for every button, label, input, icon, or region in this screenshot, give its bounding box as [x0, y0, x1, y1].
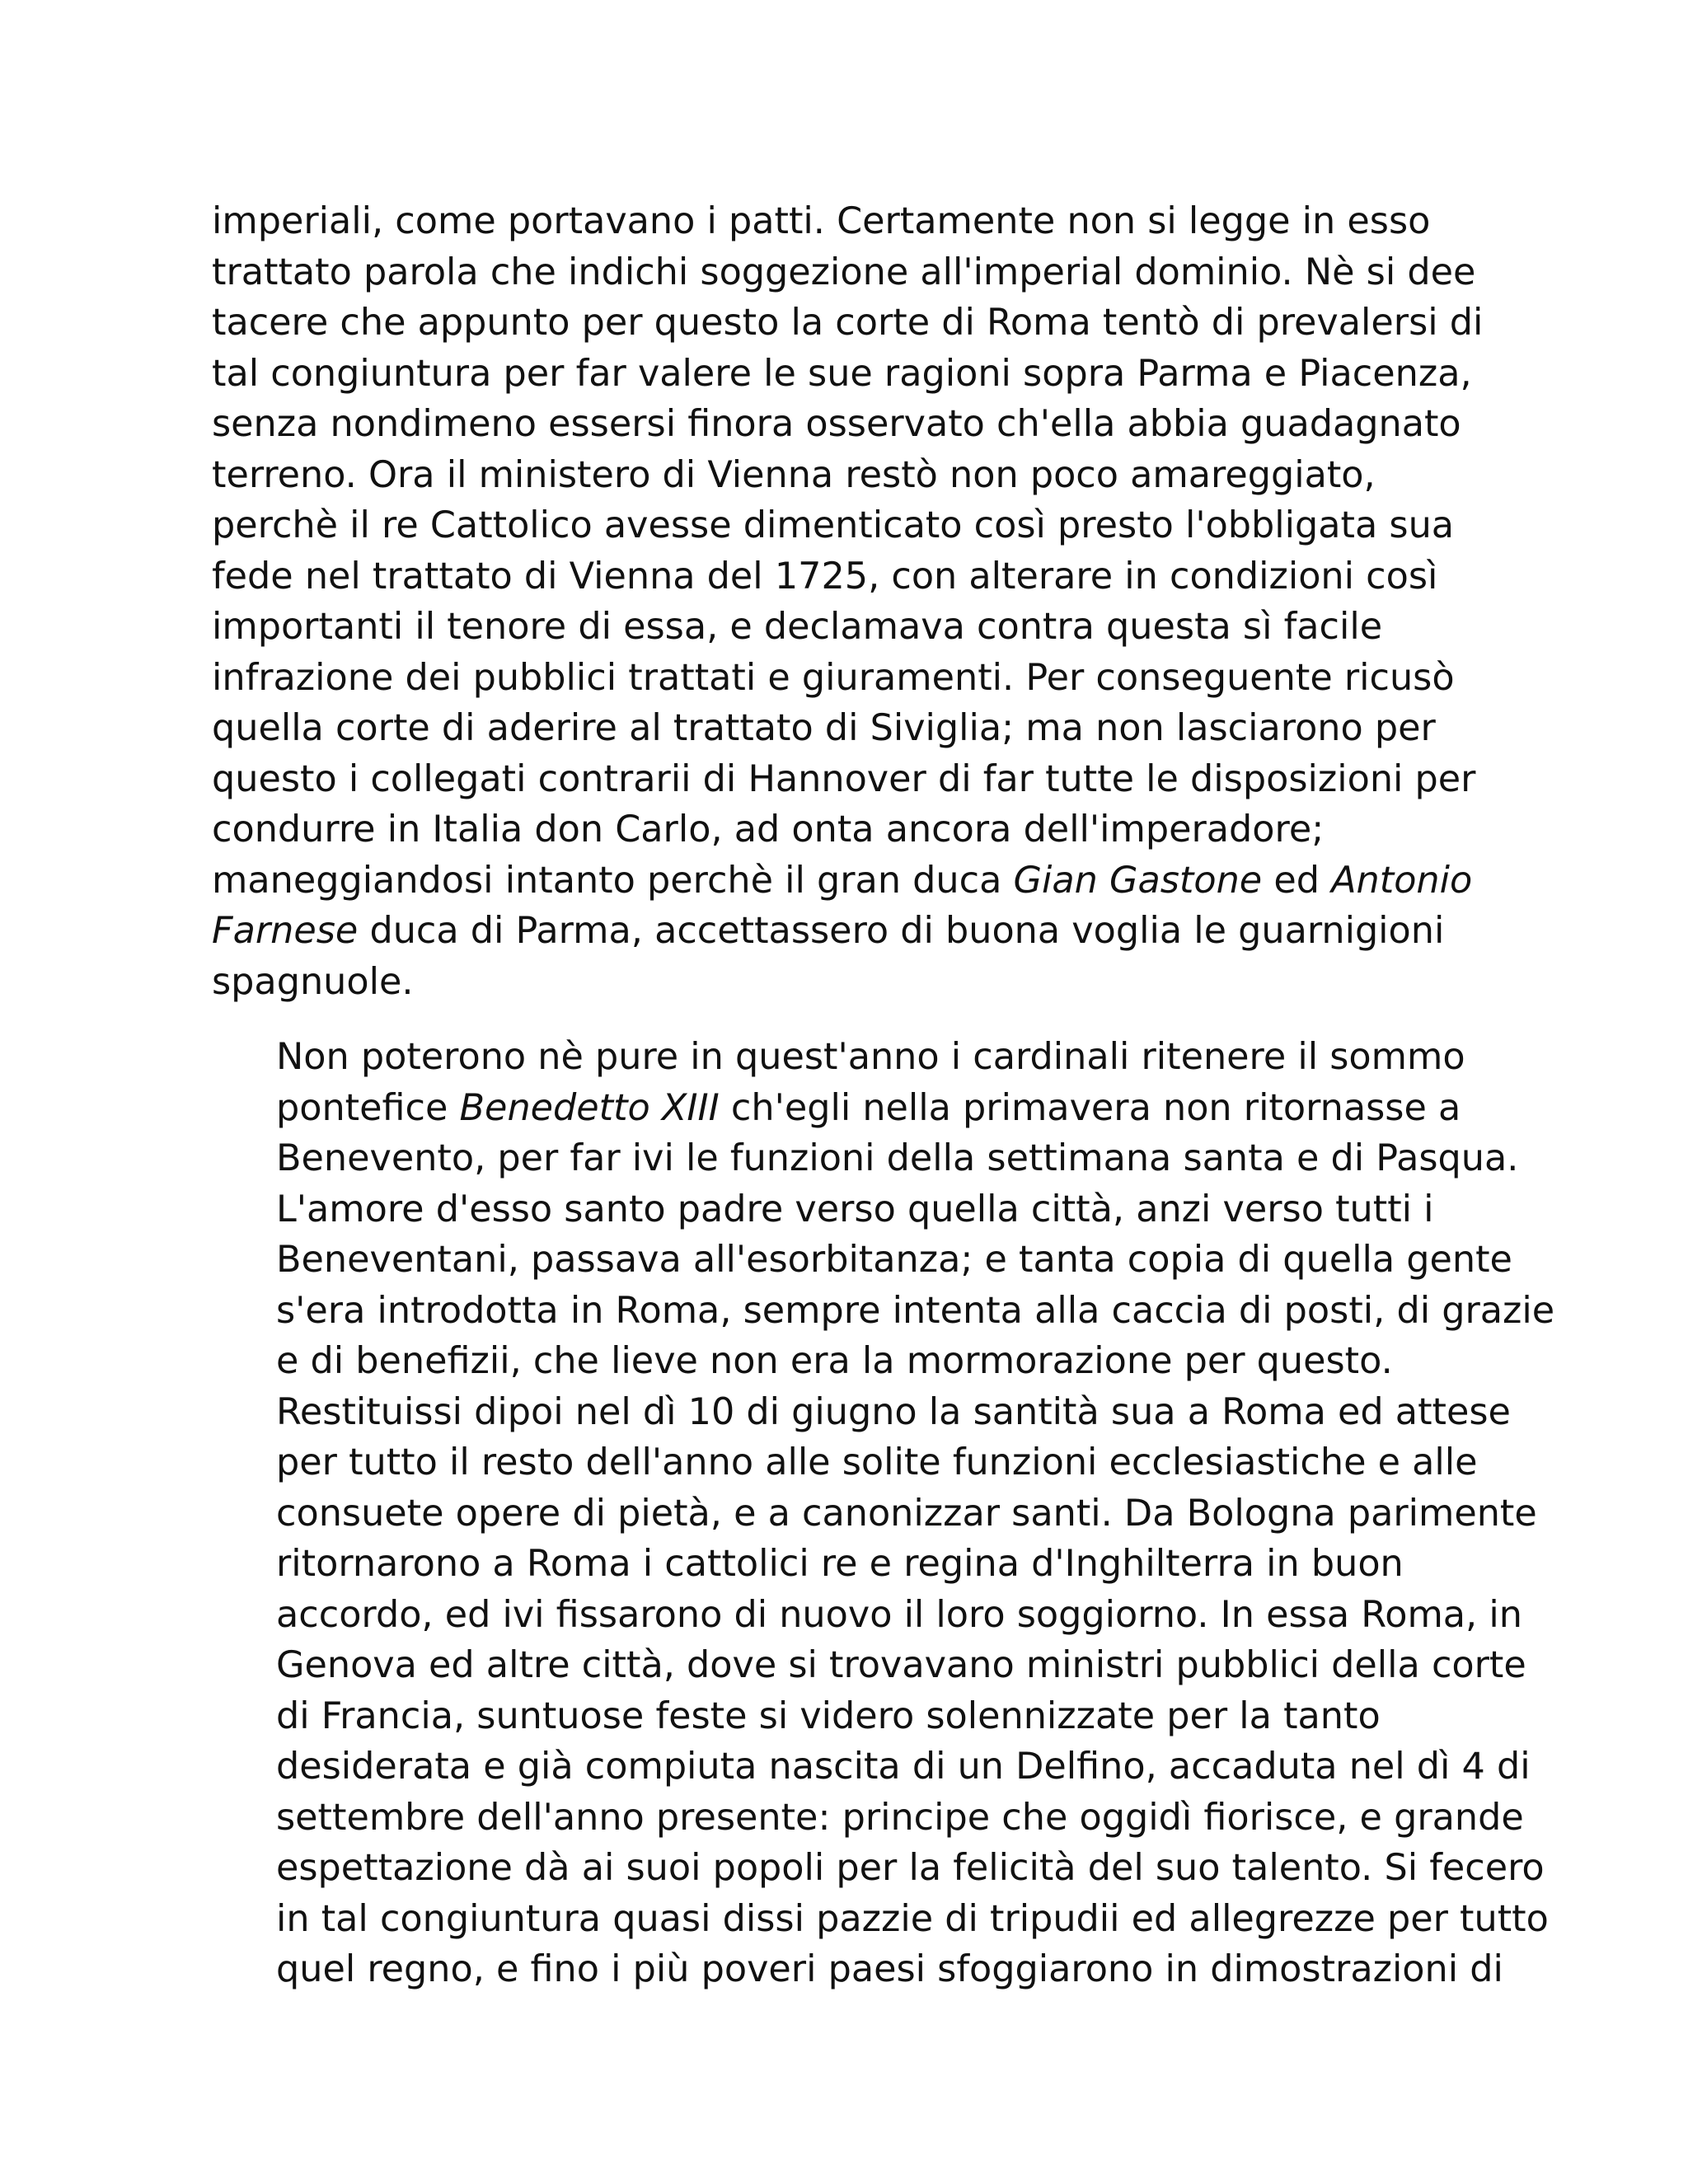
text-segment: Benevento, per far ivi le funzioni della settimana santa e di Pasqua. [276, 1137, 1519, 1179]
text-segment: ch'egli nella primavera non ritornasse a [719, 1086, 1461, 1129]
text-segment: L'amore d'esso santo padre verso quella città, anzi verso tutti i [276, 1188, 1434, 1230]
italic-name: Benedetto XIII [459, 1086, 720, 1129]
text-segment: accordo, ed ivi fissarono di nuovo il loro soggiorno. In essa Roma, in [276, 1593, 1522, 1636]
text-segment: maneggiandosi intanto perchè il gran duca [212, 859, 1014, 902]
text-line [212, 298, 1498, 349]
text-segment: espettazione dà ai suoi popoli per la felicità del suo talento. Si fecero [276, 1847, 1545, 1889]
text-segment: questo i collegati contrarii di Hannover di far tutte le disposizioni per [212, 757, 1476, 800]
text-line [212, 703, 1498, 754]
text-line [212, 855, 1498, 907]
text-line [212, 247, 1498, 298]
text-line [212, 1336, 1498, 1387]
text-line [212, 1387, 1511, 1438]
text-line [212, 1894, 1549, 1945]
text-line [212, 1793, 1524, 1844]
text-line [212, 653, 1498, 704]
text-line [212, 1286, 1555, 1337]
text-line [212, 754, 1498, 805]
text-line [212, 1741, 1531, 1793]
text-line [212, 1590, 1522, 1641]
text-segment: infrazione dei pubblici trattati e giuramenti. Per conseguente ricusò [212, 656, 1455, 699]
text-line [212, 1539, 1498, 1590]
text-segment: in tal congiuntura quasi dissi pazzie di tripudii ed allegrezze per tutto [276, 1897, 1549, 1940]
text-line [212, 804, 1498, 855]
text-segment: terreno. Ora il ministero di Vienna restò non poco amareggiato, [212, 453, 1376, 496]
text-segment: senza nondimeno essersi finora osservato ch'ella abbia guadagnato [212, 403, 1461, 445]
text-segment: condurre in Italia don Carlo, ad onta ancora dell'imperadore; [212, 808, 1325, 851]
text-line [212, 196, 1498, 247]
text-segment: spagnuole. [212, 960, 414, 1003]
text-line [212, 450, 1498, 501]
italic-name: Farnese [212, 910, 359, 952]
text-line [212, 1640, 1526, 1691]
text-segment: trattato parola che indichi soggezione all'imperial dominio. Nè si dee [212, 251, 1476, 293]
text-segment: pontefice [276, 1086, 460, 1129]
text-segment: ed [1262, 859, 1332, 902]
text-line [212, 1944, 1503, 1995]
text-line [212, 1843, 1545, 1894]
text-line [212, 1691, 1498, 1742]
text-line [212, 500, 1498, 551]
text-line [212, 349, 1498, 400]
text-segment: per tutto il resto dell'anno alle solite funzioni ecclesiastiche e alle [276, 1441, 1478, 1483]
text-segment: fede nel trattato di Vienna del 1725, con alterare in condizioni così [212, 555, 1438, 598]
text-segment: di Francia, suntuose feste si videro solennizzate per la tanto [276, 1694, 1381, 1737]
italic-name: Gian Gastone [1013, 859, 1263, 902]
text-segment: desiderata e già compiuta nascita di un Delfino, accaduta nel dì 4 di [276, 1746, 1531, 1788]
text-segment: importanti il tenore di essa, e declamava contra questa sì facile [212, 606, 1383, 648]
paragraph-2 [212, 1032, 1555, 1995]
text-line [212, 957, 1498, 1008]
italic-name: Antonio [1331, 859, 1473, 902]
text-line [212, 551, 1498, 602]
text-segment: Beneventani, passava all'esorbitanza; e tanta copia di quella gente [276, 1239, 1512, 1281]
text-segment: settembre dell'anno presente: principe che oggidì fiorisce, e grande [276, 1796, 1524, 1839]
text-segment: consuete opere di pietà, e a canonizzar santi. Da Bologna parimente [276, 1492, 1537, 1535]
text-line [212, 602, 1498, 653]
text-line [212, 1184, 1498, 1235]
text-line [212, 1083, 1498, 1134]
text-line [212, 399, 1498, 450]
text-segment: quel regno, e fino i più poveri paesi sfoggiarono in dimostrazioni di [276, 1948, 1503, 1990]
text-line [212, 1488, 1537, 1540]
text-line [212, 906, 1498, 957]
text-line [212, 1235, 1512, 1286]
text-segment: ritornarono a Roma i cattolici re e regina d'Inghilterra in buon [276, 1543, 1404, 1585]
text-segment: tal congiuntura per far valere le sue ragioni sopra Parma e Piacenza, [212, 352, 1472, 395]
text-segment: Restituissi dipoi nel dì 10 di giugno la santità sua a Roma ed attese [276, 1390, 1511, 1433]
paragraph-1 [212, 196, 1498, 1007]
text-line [212, 1437, 1498, 1488]
document-page [212, 196, 1555, 1995]
text-segment: e di benefizii, che lieve non era la mormorazione per questo. [276, 1340, 1393, 1382]
text-segment: imperiali, come portavano i patti. Certamente non si legge in esso [212, 200, 1431, 242]
text-line [212, 1133, 1519, 1184]
text-segment: tacere che appunto per questo la corte di Roma tentò di prevalersi di [212, 302, 1484, 344]
text-segment: s'era introdotta in Roma, sempre intenta alla caccia di posti, di grazie [276, 1289, 1555, 1332]
text-segment: duca di Parma, accettassero di buona voglia le guarnigioni [358, 910, 1445, 952]
text-segment: Genova ed altre città, dove si trovavano ministri pubblici della corte [276, 1644, 1526, 1686]
text-segment: Non poterono nè pure in quest'anno i cardinali ritenere il sommo [276, 1036, 1465, 1078]
text-segment: perchè il re Cattolico avesse dimenticato così presto l'obbligata sua [212, 504, 1455, 546]
text-line [212, 1032, 1498, 1083]
text-segment: quella corte di aderire al trattato di Siviglia; ma non lasciarono per [212, 707, 1436, 749]
